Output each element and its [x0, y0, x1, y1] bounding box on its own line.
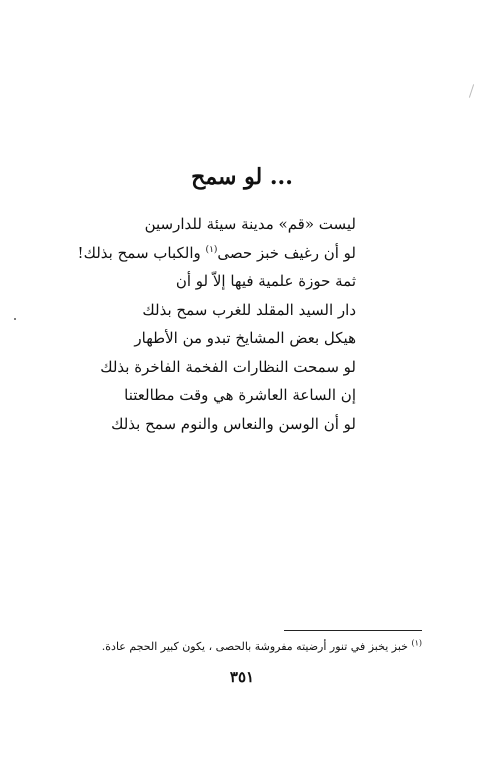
stray-dot — [14, 318, 16, 320]
edge-mark — [469, 84, 474, 98]
poem-line-2-start: لو أن رغيف خبز حصى — [217, 243, 356, 262]
poem-line-8: لو أن الوسن والنعاس والنوم سمح بذلك — [111, 414, 356, 433]
poem-line-2-end: والكباب سمح بذلك! — [77, 243, 206, 262]
footnote-text: خبز يخبز في تنور أرضيته مفروشة بالحصى ، يكون كبير الحجم عادة. — [101, 640, 412, 653]
footnote-marker: (١) — [411, 638, 422, 648]
poem-body — [77, 210, 356, 438]
footnote-divider — [284, 630, 422, 631]
poem-line-3: ثمة حوزة علمية فيها إلاّ لو أن — [175, 272, 356, 290]
poem-title: ... لو سمح — [191, 164, 293, 190]
poem-line-2 — [77, 239, 356, 268]
page-number: ٣٥١ — [229, 668, 255, 686]
footnote-reference: (١) — [205, 244, 218, 255]
footnote — [62, 640, 422, 653]
poem-line-7: إن الساعة العاشرة هي وقت مطالعتنا — [124, 386, 356, 404]
poem-line-6: لو سمحت النظارات الفخمة الفاخرة بذلك — [100, 357, 356, 376]
poem-line-1: ليست «قم» مدينة سيئة للدارسين — [144, 215, 356, 233]
poem-line-5: هيكل بعض المشايخ تبدو من الأطهار — [134, 329, 356, 347]
poem-line-4: دار السيد المقلد للغرب سمح بذلك — [142, 300, 356, 319]
